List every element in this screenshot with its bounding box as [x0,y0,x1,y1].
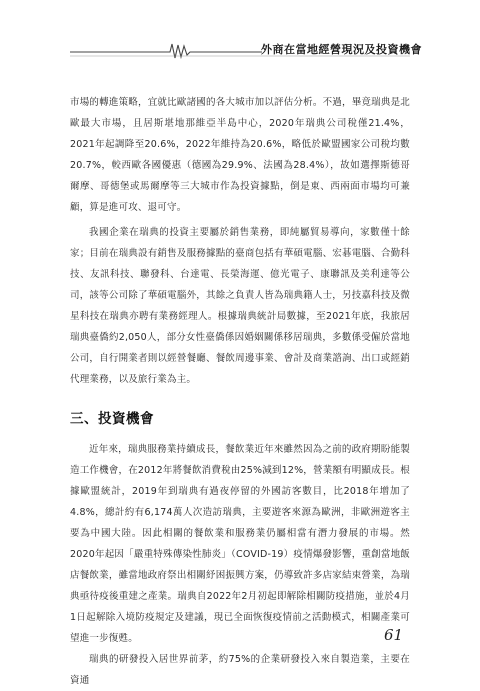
page-number: 61 [384,626,404,644]
body-paragraph: 我國企業在瑞典的投資主要屬於銷售業務，即純屬貿易導向，家數僅十餘家；目前在瑞典設有銷售及服務據點的臺商包括有華碩電腦、宏碁電腦、合勤科技、友訊科技、聯發科、台達電、長榮海運、億光電子、康聯訊及美利達等公司，該等公司除了華碩電腦外，其餘之負責人皆為瑞典籍人士，另技嘉科技及微星科技在瑞典亦聘有業務經理人。根據瑞典統計局數據，至2021年底，我旅居瑞典臺僑約2,050人，部分女性臺僑係因婚姻關係移居瑞典，多數係受僱於當地公司，自行開業者則以經營餐廳、餐飲周邊事業、會計及商業諮詢、出口或經銷代理業務，以及旅行業為主。 [70,227,410,385]
section-heading: 三、投資機會 [70,411,154,427]
page-body [70,92,410,691]
body-paragraph: 近年來，瑞典服務業持續成長，餐飲業近年來雖然因為之前的政府期盼能製造工作機會，在2012年將餐飲消費稅由25%減到12%，營業額有明顯成長。根據歐盟統計，2019年到瑞典有過夜停留的外國訪客數目，比2018年增加了4.8%，總計約有6,174萬人次造訪瑞典，主要遊客來源為歐洲，非歐洲遊客主要為中國大陸。因此相關的餐飲業和服務業仍屬相當有潛力發展的市場。然2020年起因「嚴重特殊傳染性肺炎」（COVID-19）疫情爆發影響，重創當地飯店餐飲業，雖當地政府祭出相關紓困振興方案，仍導致許多店家結束營業，為瑞典亟待疫後重建之產業。瑞典自2022年2月初起即解除相關防疫措施，並於4月1日起解除入境防疫規定及建議，現已全面恢復疫情前之活動模式，相關產業可望進一步復甦。 [70,444,411,644]
body-paragraph-continuation: 市場的轉進策略，宜就比歐諸國的各大城市加以評估分析。不過，畢竟瑞典是北歐最大市場，且居斯堪地那維亞半島中心，2020年瑞典公司稅僅21.4%，2021年起調降至20.6%，2022年維持為20.6%，略低於歐盟國家公司稅均數20.7%，較西歐各國優惠（德國為29.9%、法國為28.4%），故如選擇斯德哥爾摩、哥德堡或馬爾摩等三大城市作為投資據點，倒是東、西兩面市場均可兼顧，算是進可攻、退可守。 [70,97,410,213]
running-header [0,40,480,60]
body-paragraph: 瑞典的研發投入居世界前茅，約75%的企業研發投入來自製造業，主要在資通 [70,654,410,686]
header-title: 外商在當地經營現況及投資機會 [261,43,422,56]
